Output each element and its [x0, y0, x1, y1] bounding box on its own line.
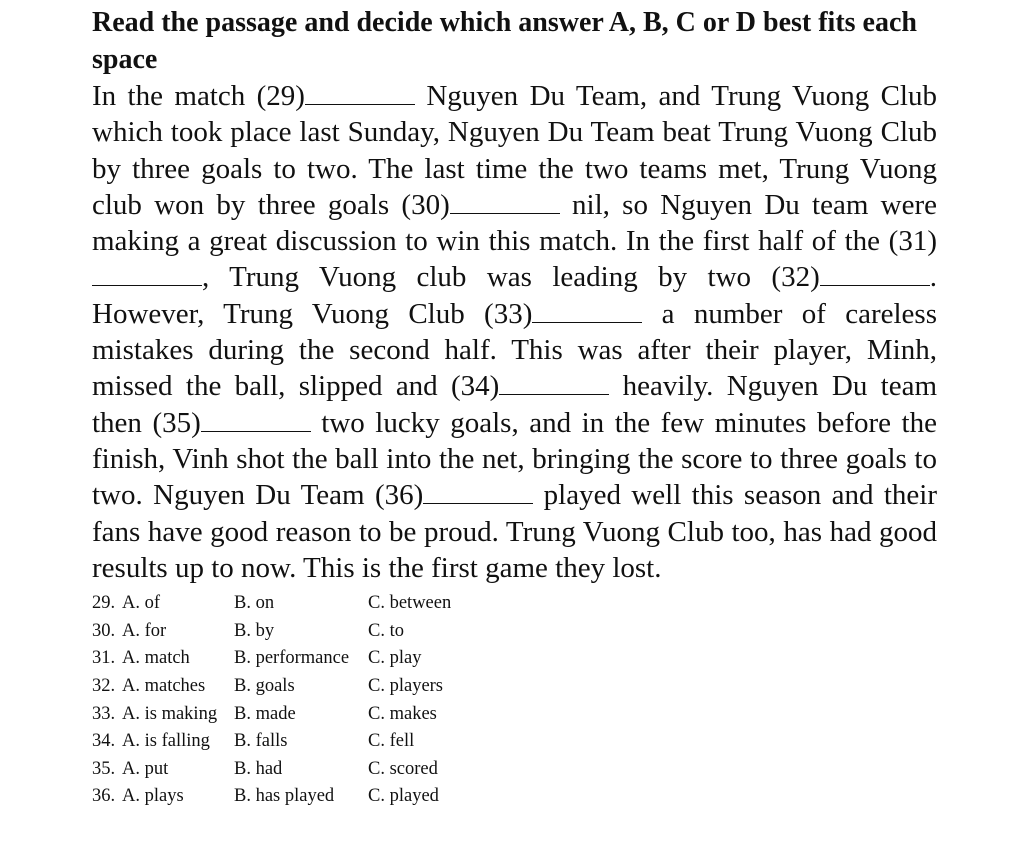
option-c: C. between [368, 593, 452, 614]
option-c: C. makes [368, 703, 437, 724]
option-b: B. made [234, 703, 296, 724]
passage-text: a number of careless mistakes during the second half. This was after their player, Minh, missed the ball, slipped and (34) [92, 297, 937, 403]
blank-29 [305, 82, 415, 105]
passage-text: In the match (29) [92, 80, 305, 112]
option-b: B. by [234, 620, 275, 641]
question-row [92, 673, 937, 701]
option-b: B. performance [234, 648, 350, 669]
option-c: C. players [368, 675, 444, 696]
option-b: B. on [234, 593, 275, 614]
blank-32 [820, 263, 930, 286]
worksheet [92, 4, 937, 811]
question-number: 35. [92, 758, 116, 779]
option-a: A. of [122, 593, 161, 614]
passage-text: . However, Trung Vuong Club (33) [92, 261, 937, 330]
passage-text: nil, so Nguyen Du team were making a great discussion to win this match. In the first half of the (31) [92, 188, 938, 258]
passage [92, 78, 937, 586]
question-number: 31. [92, 648, 116, 669]
question-row [92, 728, 937, 756]
option-c: C. to [368, 620, 404, 641]
passage-text: Nguyen Du Team, and Trung Vuong Club which took place last Sunday, Nguyen Du Team beat Trung Vuong Club by three goals to two. The last time the two teams met, Trung Vuong club won by three goals (30) [92, 80, 937, 221]
question-row [92, 645, 937, 673]
blank-33 [532, 300, 642, 323]
question-number: 34. [92, 731, 116, 752]
option-b: B. goals [234, 675, 295, 696]
option-a: A. is falling [122, 731, 210, 752]
option-c: C. played [368, 786, 439, 807]
option-c: C. scored [368, 758, 438, 779]
option-a: A. put [122, 758, 169, 779]
option-b: B. has played [234, 786, 335, 807]
question-row [92, 701, 937, 729]
option-a: A. matches [122, 675, 206, 696]
option-c: C. fell [368, 731, 415, 752]
blank-35 [201, 409, 311, 432]
blank-34 [499, 372, 609, 395]
option-a: A. plays [122, 786, 184, 807]
passage-text: two lucky goals, and in the few minutes before the finish, Vinh shot the ball into the net, bringing the score to three goals to two. Nguyen Du Team (36) [92, 406, 937, 512]
option-b: B. falls [234, 731, 288, 752]
question-row [92, 590, 937, 618]
answer-options [92, 590, 937, 811]
instruction-heading: Read the passage and decide which answer A, B, C or D best fits each space [92, 7, 917, 75]
option-b: B. had [234, 758, 283, 779]
question-number: 29. [92, 593, 116, 614]
question-number: 30. [92, 620, 116, 641]
passage-text: heavily. Nguyen Du team then (35) [92, 370, 938, 439]
question-number: 32. [92, 675, 116, 696]
blank-31 [92, 263, 202, 286]
blank-36 [423, 481, 533, 504]
option-a: A. is making [122, 703, 218, 724]
question-number: 36. [92, 786, 116, 807]
question-row [92, 618, 937, 646]
passage-text: played well this season and their fans have good reason to be proud. Trung Vuong Club too, has had good results up to now. This is the first game they lost. [92, 479, 937, 584]
passage-text: , Trung Vuong club was leading by two (32) [202, 261, 820, 294]
option-a: A. for [122, 620, 167, 641]
question-row [92, 756, 937, 784]
question-number: 33. [92, 703, 116, 724]
option-c: C. play [368, 648, 422, 669]
option-a: A. match [122, 648, 190, 669]
question-row [92, 783, 937, 811]
blank-30 [450, 191, 560, 214]
